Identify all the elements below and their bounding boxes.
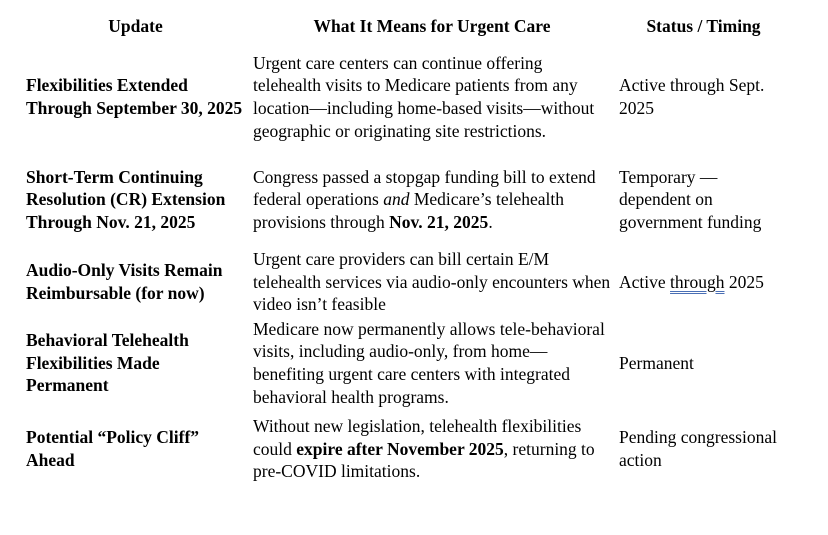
status-text: Active <box>619 271 671 292</box>
update-cell: Potential “Policy Cliff” Ahead <box>26 427 200 470</box>
status-cell: Permanent <box>619 352 694 373</box>
meaning-cell <box>249 409 615 489</box>
status-cell <box>615 247 792 317</box>
table-row <box>22 152 792 247</box>
status-cell: Pending congressional action <box>619 427 777 470</box>
table-row <box>22 317 792 409</box>
table-row <box>22 409 792 489</box>
meaning-emphasis: expire after November 2025 <box>296 438 504 459</box>
meaning-date: Nov. 21, 2025 <box>389 211 489 232</box>
meaning-cell <box>249 152 615 247</box>
header-status: Status / Timing <box>646 15 761 36</box>
header-update: Update <box>108 15 163 36</box>
table-row <box>22 42 792 152</box>
meaning-text: , returning to pre-COVID limitations. <box>253 438 595 482</box>
spellcheck-word[interactable]: through <box>670 271 725 292</box>
meaning-text: Without new legislation, telehealth flexibilities could <box>253 416 582 459</box>
update-cell: Behavioral Telehealth Flexibilities Made Permanent <box>26 330 189 396</box>
meaning-text: . <box>488 211 493 232</box>
meaning-cell: Urgent care providers can bill certain E/M telehealth services via audio-only encounters when video isn’t feasible <box>253 249 611 315</box>
status-cell: Temporary — dependent on government funding <box>619 166 762 232</box>
update-cell: Short-Term Continuing Resolution (CR) Extension Through Nov. 21, 2025 <box>26 166 226 232</box>
update-cell: Flexibilities Extended Through September 30, 2025 <box>26 75 243 118</box>
status-text: 2025 <box>724 271 764 292</box>
telehealth-updates-table <box>22 10 792 489</box>
meaning-text: Congress passed a stopgap funding bill to extend federal operations <box>253 166 596 210</box>
meaning-cell: Urgent care centers can continue offering telehealth visits to Medicare patients from any location—including home-based visits—without geographic or originating site restrictions. <box>253 52 595 141</box>
meaning-text: Medicare’s telehealth provisions through <box>253 189 564 232</box>
meaning-cell: Medicare now permanently allows tele-behavioral visits, including audio-only, from home—benefiting urgent care centers with integrated behavioral health programs. <box>253 318 605 407</box>
update-cell: Audio-Only Visits Remain Reimbursable (for now) <box>26 260 223 303</box>
meaning-emphasis: and <box>383 189 410 210</box>
status-cell: Active through Sept. 2025 <box>619 75 765 118</box>
header-row <box>22 10 792 42</box>
header-meaning: What It Means for Urgent Care <box>313 15 551 36</box>
table-row <box>22 247 792 317</box>
